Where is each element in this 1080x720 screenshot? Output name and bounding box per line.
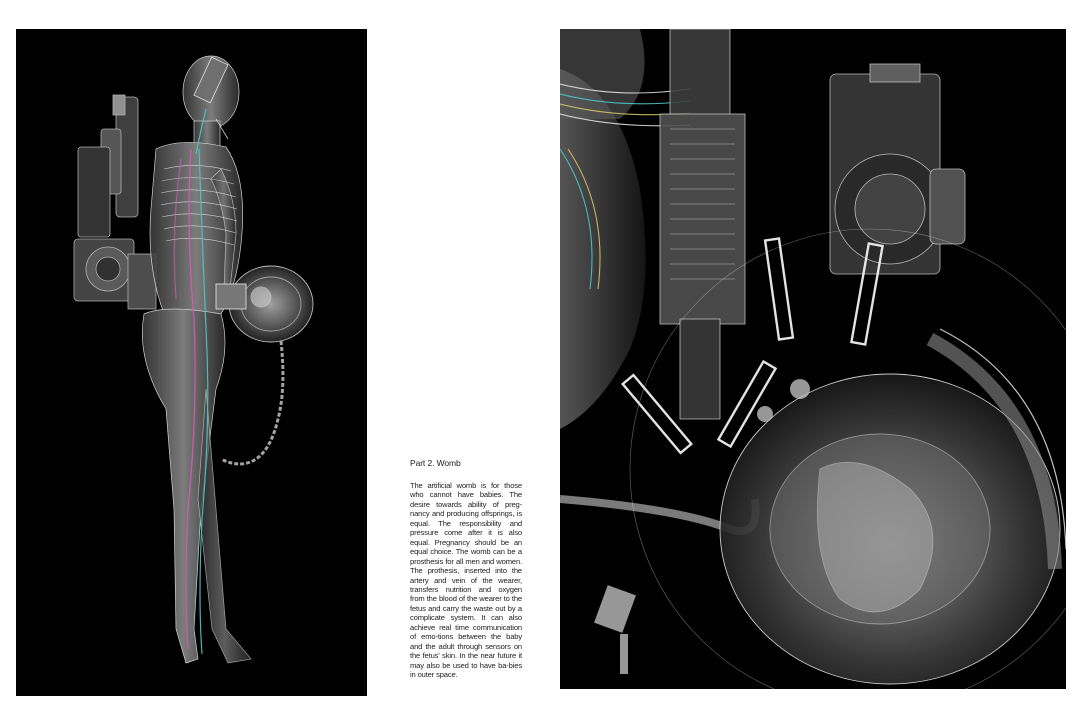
left-image-panel: [16, 29, 367, 696]
section-title: Part 2. Womb: [410, 458, 461, 468]
article-text-column: [410, 458, 522, 680]
xray-closeup-artificial-womb-machinery-icon: [560, 29, 1066, 689]
article-body: The artificial womb is for those who cannot have babies. The desire towards ability of preg-nancy and producing offsprings, is equal. The responsibility and pressure come after it is also equal. Pregnancy should be an equal choice. The womb can be a prosthesis for all men and women. The prothesis, inserted into the artery and vein of the wearer, transfers nutrition and oxygen from the blood of the wearer to the fetus and carry the waste out by a complicate system. It can also achieve real time communication of emo-tions between the baby and the adult through sensors on the fetus' skin. In the near future it may also be used to have ba-bies in outer space.: [410, 481, 522, 680]
right-image-panel: [560, 29, 1066, 689]
xray-human-figure-with-artificial-womb-icon: [16, 29, 367, 696]
